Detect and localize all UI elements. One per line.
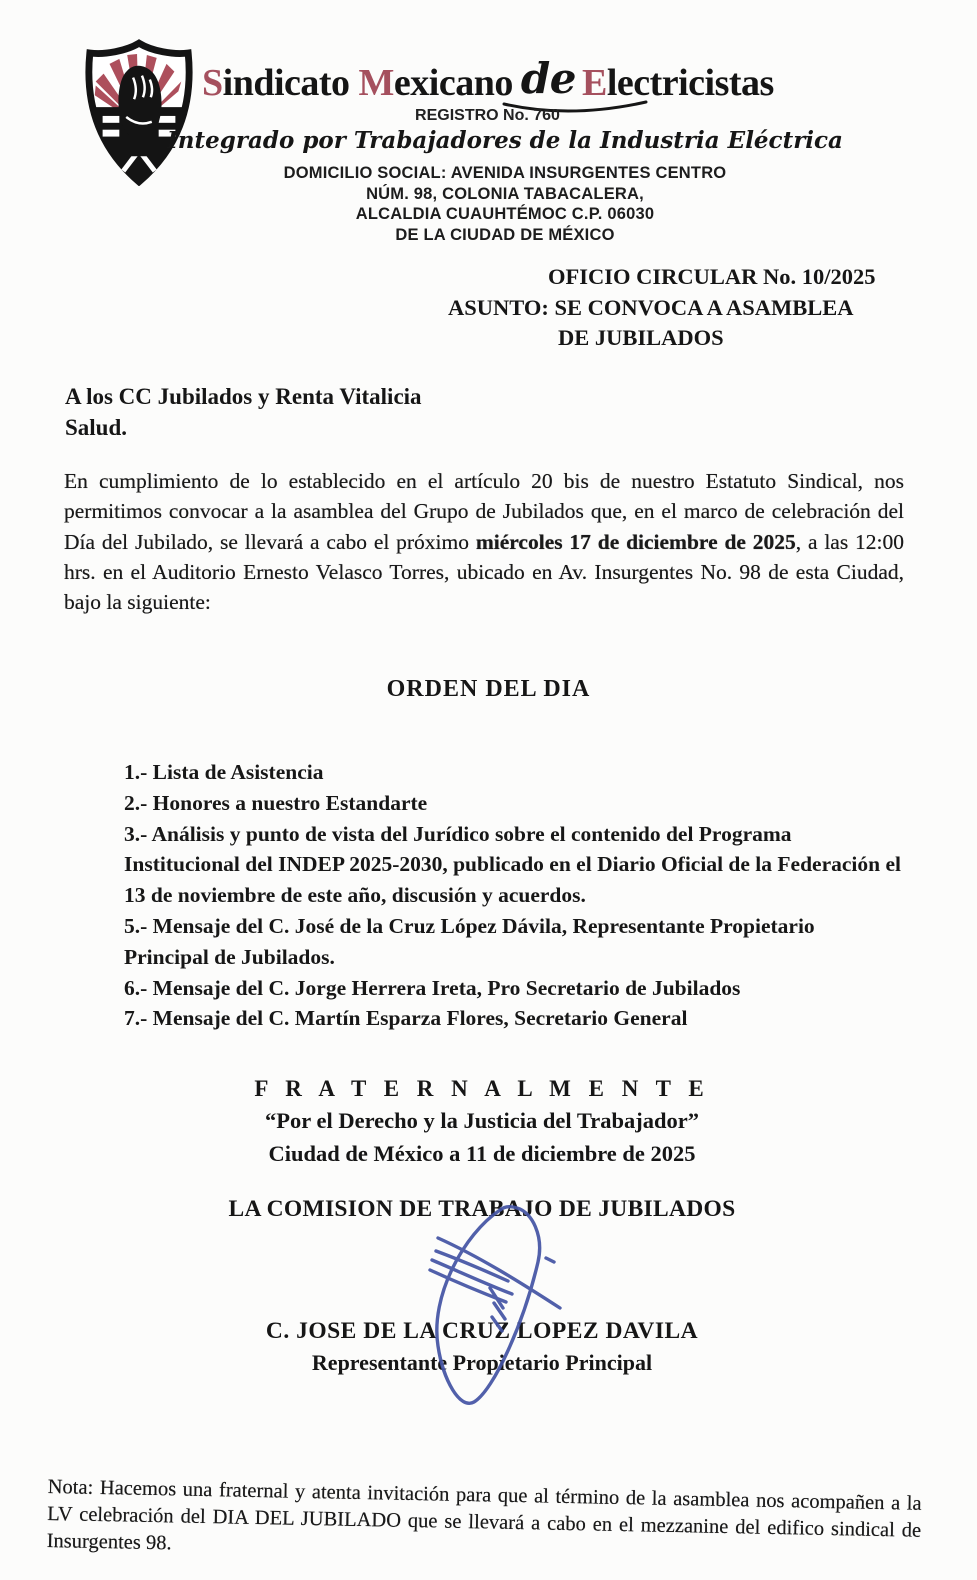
agenda-item: 2.- Honores a nuestro Estandarte: [124, 790, 428, 815]
oficio-subject: ASUNTO: SE CONVOCA A ASAMBLEA: [448, 294, 854, 320]
agenda-item: 7.- Mensaje del C. Martín Esparza Flores, Secretario General: [124, 1006, 688, 1031]
agenda-item: 6.- Mensaje del C. Jorge Herrera Ireta, Pro Secretario de Jubilados: [124, 975, 741, 1000]
registro-line: REGISTRO No. 760: [415, 107, 560, 124]
title-part: indicato: [222, 62, 359, 104]
organization-title: [202, 56, 902, 105]
body-text: En cumplimiento de lo establecido en el artículo 20 bis de nuestro Estatuto Sindical, nos permitimos convocar a la asamblea del Grupo de Jubilados que, en el marco de celebración del Día del Jubilado, se llevará a cabo el próximo: [64, 469, 904, 554]
agenda-item: 5.- Mensaje del C. José de la Cruz López Dávila, Representante Propietario Principal de Jubilados.: [124, 913, 815, 969]
signer-name: C. JOSE DE LA CRUZ LOPEZ DAVILA: [265, 1318, 699, 1344]
oficio-number: OFICIO CIRCULAR No. 10/2025: [548, 264, 876, 289]
oficio-subject-cont: DE JUBILADOS: [558, 325, 724, 350]
agenda-item: 1.- Lista de Asistencia: [124, 760, 324, 784]
salutation: [65, 381, 422, 443]
agenda-list: [124, 757, 904, 1034]
oficio-block: [448, 262, 928, 354]
title-initial-m: M: [358, 62, 394, 104]
commission-title: LA COMISION DE TRABAJO DE JUBILADOS: [228, 1196, 736, 1222]
salutation-line: Salud.: [65, 415, 128, 440]
body-text: , a las 12:00 hrs. en el Auditorio Ernesto Velasco Torres, ubicado en Av. Insurgentes No. 98 de esta Ciudad, bajo la siguiente:: [64, 529, 905, 615]
title-part: lectricistas: [606, 62, 774, 104]
closing-dateline: Ciudad de México a 11 de diciembre de 2025: [268, 1141, 696, 1166]
address-line: ALCALDIA CUAUHTÉMOC C.P. 06030: [355, 205, 655, 223]
title-de-script: de: [520, 54, 576, 103]
closing-motto: “Por el Derecho y la Justicia del Trabajador”: [265, 1108, 699, 1133]
address-block: [120, 163, 890, 245]
agenda-heading: ORDEN DEL DIA: [386, 676, 591, 702]
body-date-bold: miércoles 17 de diciembre de 2025: [475, 529, 796, 554]
address-line: NÚM. 98, COLONIA TABACALERA,: [366, 184, 644, 203]
body-paragraph: [64, 466, 904, 617]
agenda-item: 3.- Análisis y punto de vista del Jurídico sobre el contenido del Programa Institucional del INDEP 2025-2030, publicado en el Diario Oficial de la Federación el 13 de noviembre de este año, discusión y acuerdos.: [124, 821, 901, 908]
salutation-line: A los CC Jubilados y Renta Vitalicia: [65, 384, 422, 409]
title-initial-s: S: [202, 62, 223, 104]
signer-role: Representante Propietario Principal: [311, 1350, 653, 1375]
title-initial-e: E: [581, 62, 607, 104]
footnote: Nota: Hacemos una fraternal y atenta invitación para que al término de la asamblea nos acompañen a la LV celebración del DIA DEL JUBILADO que se llevará a cabo en el mezzanine del edifico sindical de Insurgentes 98.: [46, 1475, 922, 1555]
address-line: DOMICILIO SOCIAL: AVENIDA INSURGENTES CENTRO: [283, 164, 727, 182]
address-line: DE LA CIUDAD DE MÉXICO: [395, 225, 615, 244]
signature-ink: [408, 1204, 578, 1416]
tagline: Integrado por Trabajadores de la Industria Eléctrica: [167, 127, 843, 154]
title-part: exicano: [393, 62, 513, 104]
closing-fraternal: F R A T E R N A L M E N T E: [254, 1076, 710, 1101]
